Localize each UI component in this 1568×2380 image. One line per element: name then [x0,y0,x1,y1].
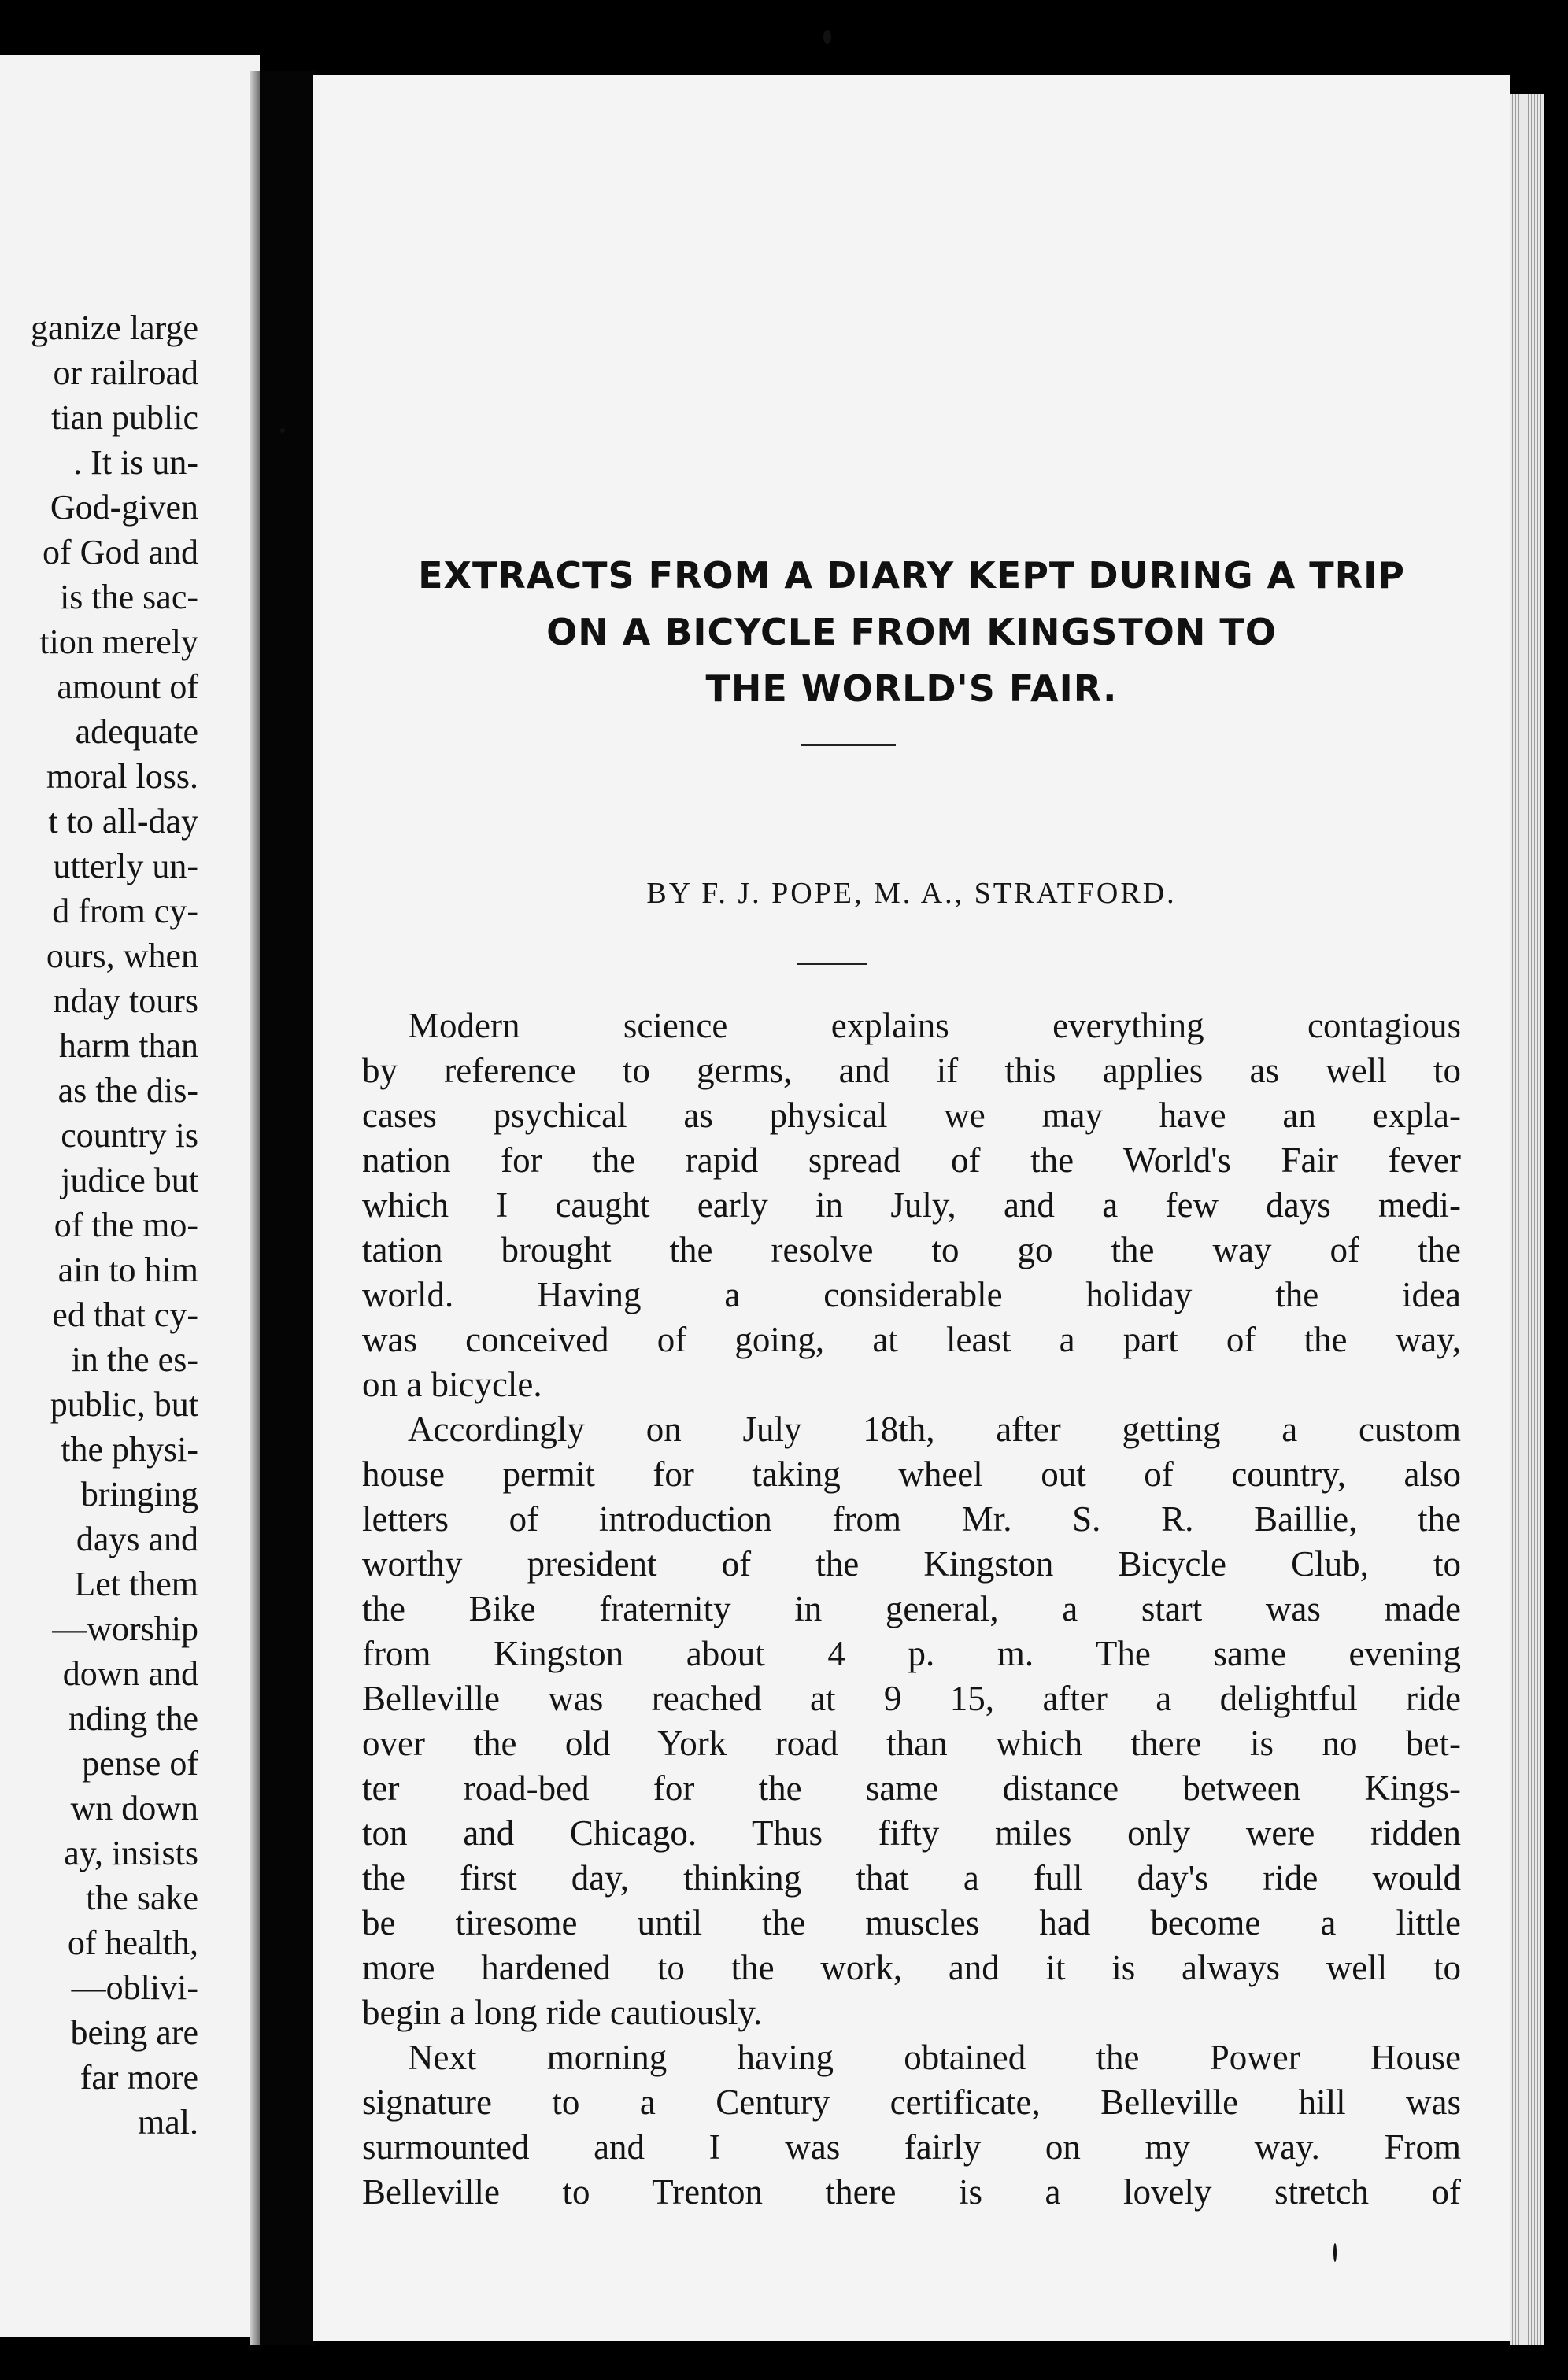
left-page-line: of God and [43,533,198,571]
left-page-line: public, but [50,1385,198,1424]
left-page-line: Let them [74,1565,198,1603]
left-page-line: bringing [80,1475,198,1513]
article-line: letters of introduction from Mr. S. R. Baillie, the [362,1499,1461,1539]
article-line: ter road-bed for the same distance between Kings- [362,1768,1461,1808]
left-page-line: down and [62,1654,198,1693]
article-line: worthy president of the Kingston Bicycle Club, to [362,1544,1461,1584]
article-line: the Bike fraternity in general, a start was made [362,1589,1461,1628]
left-page-fragment [0,55,260,2338]
left-page-line: ed that cy- [52,1295,198,1334]
article-paragraph [362,2035,1461,2215]
title-line: THE WORLD'S FAIR. [705,667,1118,710]
article-paragraph [362,1003,1461,1407]
article-line: Modern science explains everything contagious [408,1006,1461,1045]
left-page-line: the physi- [61,1430,198,1469]
left-page-line: or railroad [53,353,198,392]
left-page-line: d from cy- [52,892,198,930]
left-page-line: judice but [61,1161,198,1199]
left-page-line: utterly un- [53,847,198,885]
article-line: signature to a Century certificate, Belleville hill was [362,2082,1461,2122]
left-page-line: days and [76,1520,198,1558]
left-page-line: ganize large [31,309,198,347]
article-line: more hardened to the work, and it is always well to [362,1948,1461,1987]
left-page-line: being are [70,2013,198,2052]
article-line: cases psychical as physical we may have an expla- [362,1096,1461,1135]
left-page-line: t to all-day [48,802,198,841]
right-page [313,75,1510,2341]
left-page-line: far more [80,2058,198,2097]
left-page-line: —worship [52,1609,198,1648]
title-line: ON A BICYCLE FROM KINGSTON TO [546,611,1277,653]
left-page-line: ain to him [57,1251,198,1289]
left-page-line: is the sac- [60,578,198,616]
left-page-line: nding the [68,1699,198,1738]
article-line: tation brought the resolve to go the way of the [362,1230,1461,1269]
left-page-line: nday tours [53,981,198,1020]
article-line: on a bicycle. [362,1365,542,1404]
page-gutter [260,71,315,2345]
article-body [362,1003,1461,2215]
left-page-line: adequate [75,712,198,751]
left-page-line: moral loss. [46,757,198,796]
left-page-line: of health, [67,1924,198,1962]
article-line: from Kingston about 4 p. m. The same evening [362,1634,1461,1673]
article-line: was conceived of going, at least a part of the way, [362,1320,1461,1359]
left-page-line: tion merely [39,623,198,661]
left-page-line: wn down [70,1789,198,1828]
title-divider [801,744,896,746]
left-page-line: in the es- [71,1340,198,1379]
left-page-line: of the mo- [54,1206,198,1244]
left-page-line: God-given [50,488,198,527]
article-line: nation for the rapid spread of the World's Fair fever [362,1140,1461,1180]
article-title [313,547,1510,717]
article-line: world. Having a considerable holiday the idea [362,1275,1461,1314]
article-line: surmounted and I was fairly on my way. From [362,2127,1461,2167]
speck [1333,2243,1337,2262]
speck [823,30,831,44]
article-line: Belleville to Trenton there is a lovely stretch of [362,2172,1461,2212]
article-line: be tiresome until the muscles had become a little [362,1903,1461,1942]
left-page-line: amount of [57,667,198,706]
left-page-line: . It is un- [73,443,198,482]
left-page-line: pense of [82,1744,198,1783]
speck [280,428,285,433]
article-line: begin a long ride cautiously. [362,1993,763,2032]
title-line: EXTRACTS FROM A DIARY KEPT DURING A TRIP [418,554,1405,597]
byline-divider [797,963,867,965]
article-line: Next morning having obtained the Power House [408,2038,1461,2077]
left-page-line: ay, insists [64,1834,198,1872]
left-page-line: country is [61,1116,198,1155]
left-page-line: mal. [138,2103,198,2142]
article-line: which I caught early in July, and a few days medi- [362,1185,1461,1225]
article-line: over the old York road than which there is no bet- [362,1724,1461,1763]
article-line: Accordingly on July 18th, after getting a custom [408,1410,1461,1449]
article-line: ton and Chicago. Thus fifty miles only were ridden [362,1813,1461,1853]
left-page-line: as the dis- [57,1071,198,1110]
article-byline: BY F. J. POPE, M. A., STRATFORD. [646,877,1177,910]
article-line: Belleville was reached at 9 15, after a delightful ride [362,1679,1461,1718]
left-page-line: tian public [51,398,198,437]
article-line: house permit for taking wheel out of country, also [362,1454,1461,1494]
left-page-line: —oblivi- [71,1968,198,2007]
page-edges [1510,94,1544,2345]
article-line: the first day, thinking that a full day's ride would [362,1858,1461,1898]
left-page-line: ours, when [46,937,198,975]
left-page-line: the sake [86,1879,198,1917]
left-page-line: harm than [58,1026,198,1065]
article-line: by reference to germs, and if this applies as well to [362,1051,1461,1090]
article-paragraph [362,1407,1461,2035]
